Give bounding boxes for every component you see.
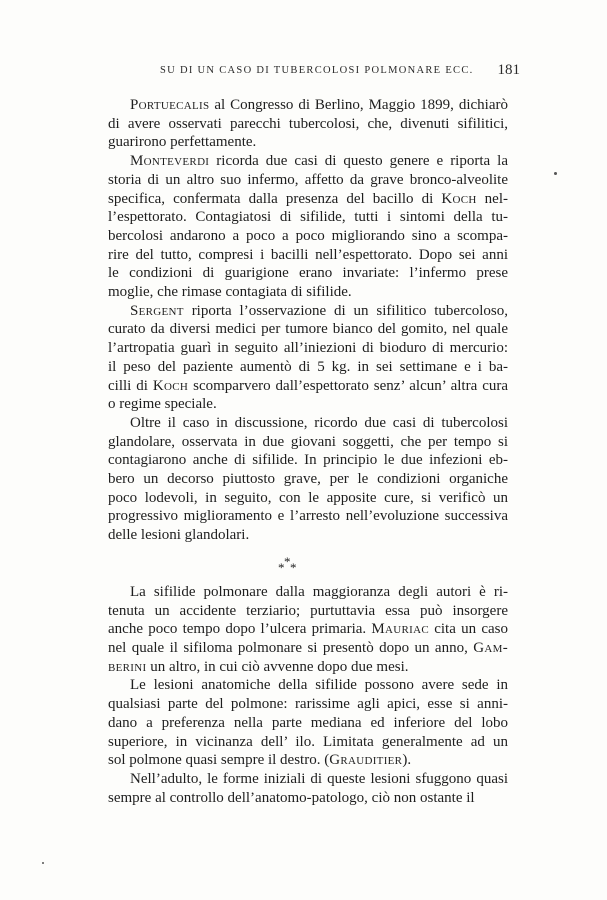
- text-line: [108, 620, 508, 639]
- line-text: il peso del paziente aumentò di 5 kg. in sei settimane e i ba-: [108, 358, 508, 375]
- text-line: [108, 526, 508, 545]
- text-line: [108, 283, 508, 302]
- text-line: [108, 377, 508, 396]
- section-before-separator: [108, 96, 508, 545]
- text-line: [108, 208, 508, 227]
- line-text: al Congresso di Berlino, Maggio 1899, dichiarò: [209, 97, 508, 113]
- line-text: nel-: [476, 190, 508, 207]
- line-text: sol polmone quasi sempre il destro. (: [108, 752, 330, 769]
- line-text: delle lesioni glandolari.: [108, 527, 250, 544]
- text-line: [108, 96, 508, 115]
- paragraph: [108, 96, 508, 152]
- page-number: 181: [497, 62, 520, 78]
- line-text: poco lodevoli, in seguito, con le apposite cure, si verificò un: [108, 489, 508, 506]
- author-name: Mauriac: [371, 621, 429, 638]
- text-line: [108, 395, 508, 414]
- text-line: [108, 302, 508, 321]
- line-text: rire del tutto, compresi i bacilli nell’espettorato. Dopo sei anni: [108, 246, 508, 263]
- author-name: Koch: [441, 190, 477, 207]
- asterism-star-right: *: [290, 559, 297, 575]
- text-line: [108, 115, 508, 134]
- text-line: [108, 507, 508, 526]
- text-line: [108, 133, 508, 152]
- line-text: nel quale il sifiloma polmonare si presentò dopo un anno,: [108, 639, 474, 656]
- text-line: [108, 733, 508, 752]
- asterism-star-left: *: [278, 559, 285, 575]
- author-name: Koch: [152, 377, 189, 394]
- paragraph: [108, 676, 508, 770]
- running-head: [108, 62, 520, 82]
- running-title: SU DI UN CASO DI TUBERCOLOSI POLMONARE ECC.: [160, 65, 474, 76]
- line-text: Le lesioni anatomiche della sifilide possono avere sede in: [130, 677, 508, 694]
- text-line: [108, 676, 508, 695]
- line-text: Oltre il caso in discussione, ricordo due casi di tubercolosi: [130, 414, 508, 431]
- line-text: dano a preferenza nella parte mediana ed inferiore del lobo: [108, 714, 508, 731]
- line-text: di avere osservati parecchi tubercolosi, che, divenuti sifilitici,: [108, 115, 508, 132]
- text-line: [108, 227, 508, 246]
- text-line: [108, 451, 508, 470]
- text-line: [108, 171, 508, 190]
- text-line: [108, 770, 508, 789]
- line-text: glandolare, osservata in due giovani soggetti, che per tempo si: [108, 433, 508, 450]
- paper-speck: [554, 172, 557, 175]
- body-text: [108, 96, 508, 807]
- line-text: specifica, confermata dalla presenza del bacillo di: [108, 190, 442, 207]
- line-text: le condizioni di guarigione erano invariate: l’infermo prese: [108, 265, 508, 282]
- line-text: bero un decorso piuttosto grave, per le condizioni organiche: [108, 471, 508, 488]
- text-line: [108, 658, 508, 677]
- text-line: [108, 583, 508, 602]
- paragraph: [108, 583, 508, 677]
- line-text: Nell’adulto, le forme iniziali di queste lesioni sfuggono quasi: [130, 770, 508, 787]
- line-text: l’espettorato. Contagiatosi di sifilide, tutti i sintomi della tu-: [108, 209, 508, 226]
- author-name: Gam-: [473, 639, 508, 656]
- line-text: contagiarono anche di sifilide. In principio le due infezioni eb-: [108, 452, 508, 469]
- line-text: ricorda due casi di questo genere e riporta la: [209, 153, 508, 170]
- text-line: [108, 320, 508, 339]
- line-text: sempre al controllo dell’anatomo-patologo, ciò non ostante il: [108, 789, 475, 806]
- line-text: ).: [402, 752, 412, 769]
- text-line: [108, 470, 508, 489]
- paragraph: [108, 152, 508, 302]
- line-text: bercolosi andarono a poco a poco migliorando sino a scompa-: [108, 227, 508, 244]
- line-text: cilli di: [108, 377, 153, 394]
- line-text: guarirono perfettamente.: [108, 134, 257, 151]
- text-line: [108, 489, 508, 508]
- author-name: Monteverdi: [130, 153, 210, 170]
- line-text: moglie, che rimase contagiata di sifilide.: [108, 284, 352, 301]
- text-line: [108, 639, 508, 658]
- line-text: cita un caso: [429, 621, 509, 638]
- line-text: qualsiasi parte del polmone: rarissime agli apici, esse si anni-: [108, 696, 508, 713]
- paper-speck: [42, 862, 44, 864]
- paragraph: [108, 414, 508, 545]
- text-line: [108, 714, 508, 733]
- line-text: storia di un altro suo infermo, affetto da grave bronco-alveolite: [108, 171, 508, 188]
- line-text: superiore, in vicinanza dell’ ilo. Limitata generalmente ad un: [108, 733, 508, 750]
- text-line: [108, 358, 508, 377]
- text-line: [108, 152, 508, 171]
- line-text: riporta l’osservazione di un sifilitico tubercoloso,: [183, 302, 508, 319]
- author-name: berini: [108, 658, 147, 675]
- text-line: [108, 751, 508, 770]
- asterism-star-top: *: [284, 553, 291, 569]
- text-line: [108, 190, 508, 209]
- paragraph: [108, 770, 508, 807]
- author-name: Portuecalis: [130, 97, 210, 113]
- text-line: [108, 264, 508, 283]
- line-text: scomparvero dall’espettorato senz’ alcun’ altra cura: [188, 377, 508, 394]
- text-line: [108, 695, 508, 714]
- line-text: o regime speciale.: [108, 396, 217, 413]
- line-text: curato da diversi medici per tumore bianco del gomito, nel quale: [108, 321, 508, 338]
- section-after-separator: [108, 583, 508, 807]
- text-line: [108, 602, 508, 621]
- paragraph: [108, 302, 508, 414]
- author-name: Sergent: [130, 302, 184, 319]
- line-text: anche poco tempo dopo l’ulcera primaria.: [108, 621, 372, 638]
- line-text: tenuta un accidente terziario; purtuttavia essa può insorgere: [108, 602, 508, 619]
- line-text: progressivo miglioramento e l’arresto nell’evoluzione successiva: [108, 508, 508, 525]
- text-line: [108, 789, 508, 808]
- line-text: l’artropatia guarì in seguito all’iniezioni di bioduro di mercurio:: [108, 340, 508, 357]
- line-text: La sifilide polmonare dalla maggioranza degli autori è ri-: [130, 583, 508, 600]
- line-text: un altro, in cui ciò avvenne dopo due mesi.: [146, 658, 409, 675]
- text-line: [108, 246, 508, 265]
- text-line: [108, 414, 508, 433]
- text-line: [108, 433, 508, 452]
- asterism-separator: [108, 545, 508, 583]
- text-line: [108, 339, 508, 358]
- author-name: Grauditier: [329, 752, 403, 769]
